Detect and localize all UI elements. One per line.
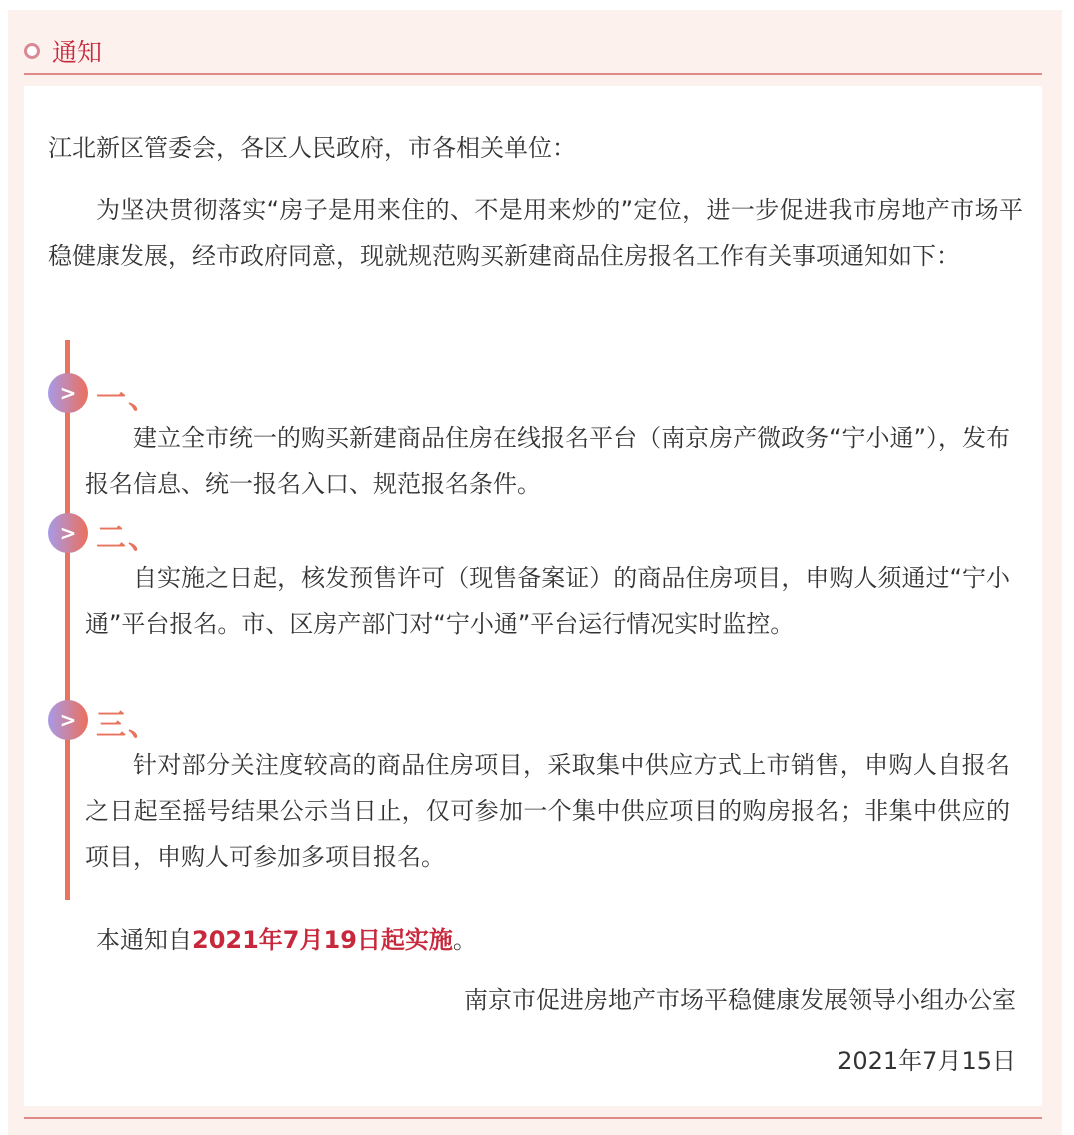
section-heading: 一、 bbox=[96, 381, 160, 416]
timeline-bar bbox=[65, 340, 70, 900]
effective-suffix: 。 bbox=[452, 926, 477, 954]
effective-prefix: 本通知自 bbox=[96, 926, 192, 954]
chevron-right-icon: > bbox=[48, 373, 88, 413]
chevron-right-icon: > bbox=[48, 513, 88, 553]
header-divider bbox=[24, 73, 1042, 75]
section-heading: 三、 bbox=[96, 708, 160, 743]
addressee: 江北新区管委会，各区人民政府，市各相关单位： bbox=[48, 134, 576, 162]
signature: 南京市促进房地产市场平稳健康发展领导小组办公室 bbox=[464, 986, 1016, 1014]
issue-date: 2021年7月15日 bbox=[837, 1047, 1016, 1075]
effective-date-line bbox=[96, 917, 477, 963]
section-header bbox=[24, 28, 102, 74]
section-text: 建立全市统一的购买新建商品住房在线报名平台（南京房产微政务“宁小通”），发布报名信息、统一报名入口、规范报名条件。 bbox=[85, 424, 1010, 498]
section-text: 针对部分关注度较高的商品住房项目，采取集中供应方式上市销售，申购人自报名之日起至摇号结果公示当日止，仅可参加一个集中供应项目的购房报名；非集中供应的项目，申购人可参加多项目报名。 bbox=[85, 751, 1010, 871]
section-heading: 二、 bbox=[96, 521, 160, 556]
header-title: 通知 bbox=[52, 38, 103, 67]
effective-date: 2021年7月19日起实施 bbox=[192, 926, 453, 954]
intro-paragraph: 为坚决贯彻落实“房子是用来住的、不是用来炒的”定位，进一步促进我市房地产市场平稳健康发展，经市政府同意，现就规范购买新建商品住房报名工作有关事项通知如下： bbox=[48, 196, 1023, 270]
chevron-right-icon: > bbox=[48, 700, 88, 740]
circle-bullet-icon bbox=[24, 43, 40, 59]
footer-divider bbox=[24, 1117, 1042, 1119]
section-text: 自实施之日起，核发预售许可（现售备案证）的商品住房项目，申购人须通过“宁小通”平台报名。市、区房产部门对“宁小通”平台运行情况实时监控。 bbox=[85, 564, 1010, 638]
